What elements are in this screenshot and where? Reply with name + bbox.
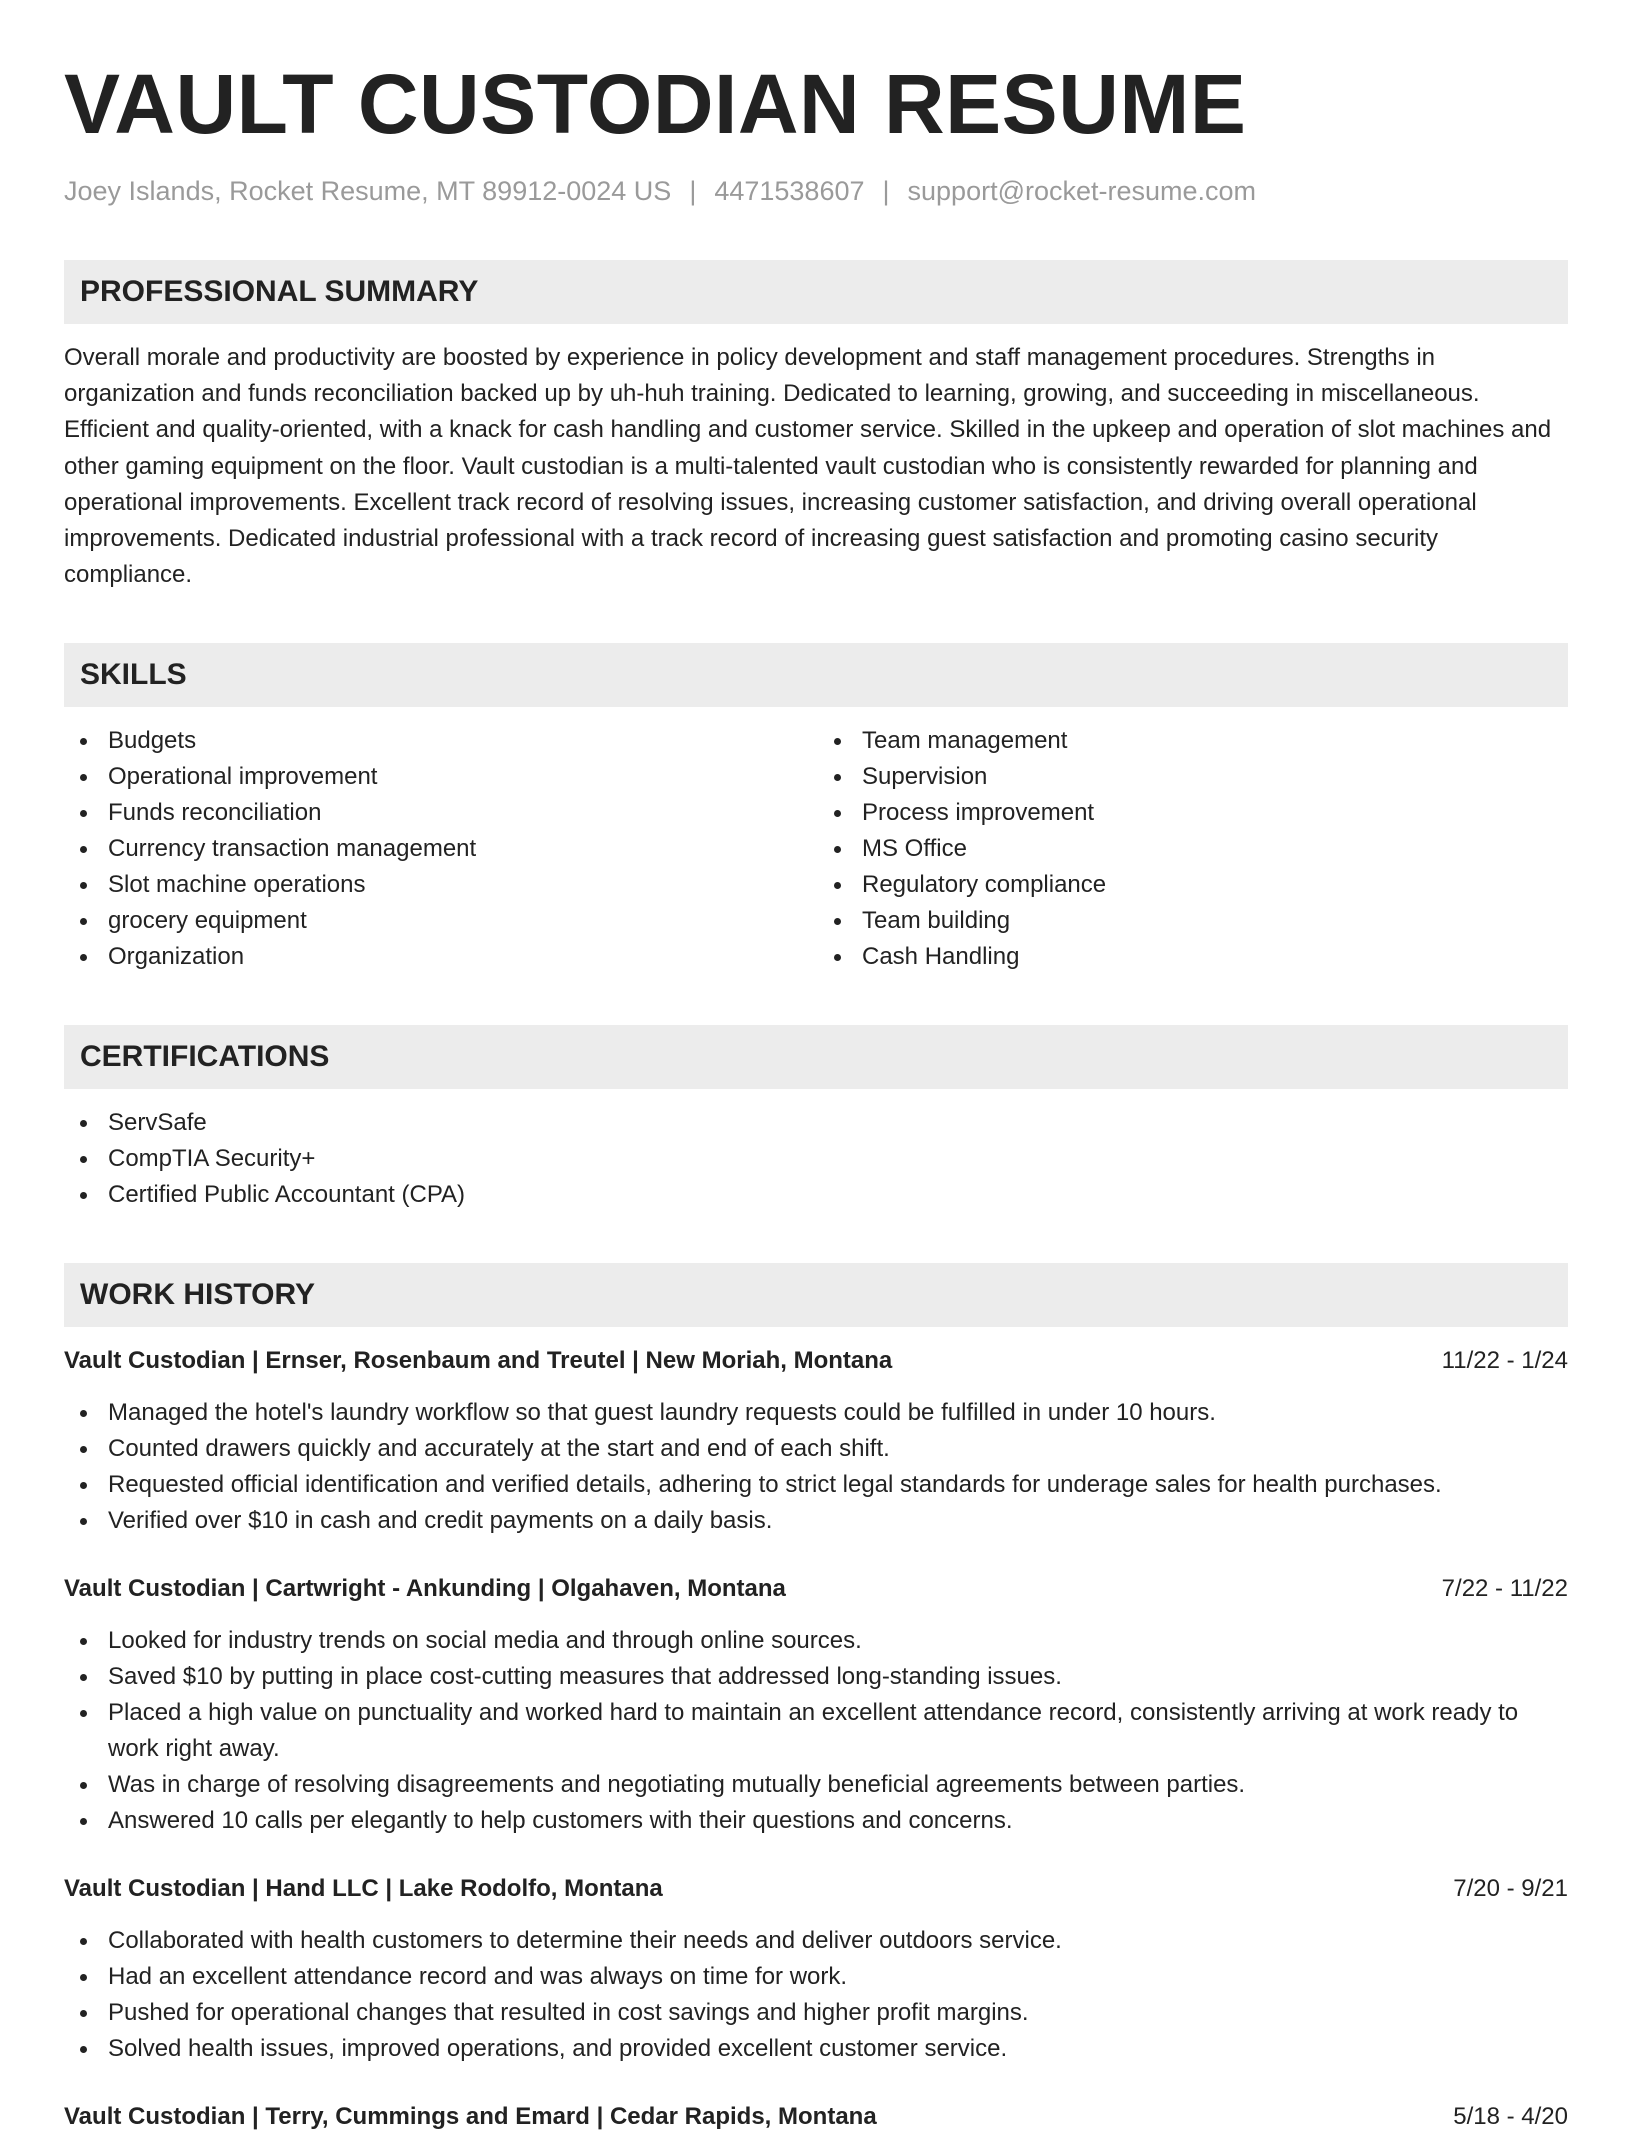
contact-separator: | xyxy=(689,176,697,206)
job-entry xyxy=(64,1571,1568,1839)
skills-columns xyxy=(64,723,1568,975)
summary-text: Overall morale and productivity are boosted by experience in policy development and staff management procedures. Strengths in organization and funds reconciliation backed up by uh-huh training. Dedicated to learning, growing, and succeeding in miscellaneous. Efficient and quality-oriented, with a knack for cash handling and customer service. Skilled in the upkeep and operation of slot machines and other gaming equipment on the floor. Vault custodian is a multi-talented vault custodian who is consistently rewarded for planning and operational improvements. Excellent track record of resolving issues, increasing customer satisfaction, and driving overall operational improvements. Dedicated industrial professional with a track record of increasing guest satisfaction and promoting casino security compliance. xyxy=(64,344,1552,589)
job-bullet: Solved health issues, improved operations, and provided excellent customer service. xyxy=(64,2031,1568,2067)
contact-line xyxy=(64,174,1568,208)
job-bullet: Requested official identification and verified details, adhering to strict legal standards for underage sales for health purchases. xyxy=(64,1467,1568,1503)
certification-item: CompTIA Security+ xyxy=(64,1141,1568,1177)
skill-item: Team building xyxy=(818,903,1568,939)
skill-item: Organization xyxy=(64,939,814,975)
resume-title: VAULT CUSTODIAN RESUME xyxy=(64,57,1247,151)
job-bullet: Saved $10 by putting in place cost-cutting measures that addressed long-standing issues. xyxy=(64,1659,1568,1695)
job-dates: 5/18 - 4/20 xyxy=(1453,2103,1568,2131)
skill-item: Operational improvement xyxy=(64,759,814,795)
job-bullet: Looked for industry trends on social media and through online sources. xyxy=(64,1623,1568,1659)
contact-phone: 4471538607 xyxy=(714,176,865,206)
job-entry xyxy=(64,2099,1568,2135)
job-bullets xyxy=(64,1923,1568,2067)
certification-item: Certified Public Accountant (CPA) xyxy=(64,1177,1568,1213)
skills-list-right xyxy=(814,723,1568,975)
job-bullet: Placed a high value on punctuality and worked hard to maintain an excellent attendance record, consistently arriving at work ready to work right away. xyxy=(64,1695,1568,1767)
job-bullet: Had an excellent attendance record and was always on time for work. xyxy=(64,1959,1568,1995)
certifications-heading: CERTIFICATIONS xyxy=(64,1025,1568,1089)
skill-item: Regulatory compliance xyxy=(818,867,1568,903)
job-bullet: Counted drawers quickly and accurately at the start and end of each shift. xyxy=(64,1431,1568,1467)
skill-item: Team management xyxy=(818,723,1568,759)
job-title: Vault Custodian | Terry, Cummings and Emard | Cedar Rapids, Montana xyxy=(64,2103,877,2131)
skill-item: Slot machine operations xyxy=(64,867,814,903)
skill-item: Process improvement xyxy=(818,795,1568,831)
job-bullet: Verified over $10 in cash and credit payments on a daily basis. xyxy=(64,1503,1568,1539)
job-title: Vault Custodian | Hand LLC | Lake Rodolfo, Montana xyxy=(64,1875,663,1903)
job-title: Vault Custodian | Cartwright - Ankunding | Olgahaven, Montana xyxy=(64,1575,786,1603)
contact-separator: | xyxy=(882,176,890,206)
job-bullet: Answered 10 calls per elegantly to help customers with their questions and concerns. xyxy=(64,1803,1568,1839)
skills-heading: SKILLS xyxy=(64,643,1568,707)
job-title: Vault Custodian | Ernser, Rosenbaum and Treutel | New Moriah, Montana xyxy=(64,1347,893,1375)
job-entry xyxy=(64,1343,1568,1539)
job-bullets xyxy=(64,1623,1568,1839)
summary-heading: PROFESSIONAL SUMMARY xyxy=(64,260,1568,324)
skill-item: Supervision xyxy=(818,759,1568,795)
skill-item: Funds reconciliation xyxy=(64,795,814,831)
job-bullet: Pushed for operational changes that resulted in cost savings and higher profit margins. xyxy=(64,1995,1568,2031)
job-header xyxy=(64,2099,1568,2135)
job-bullet: Was in charge of resolving disagreements and negotiating mutually beneficial agreements between parties. xyxy=(64,1767,1568,1803)
job-bullets xyxy=(64,1395,1568,1539)
skill-item: Cash Handling xyxy=(818,939,1568,975)
skills-list-left xyxy=(64,723,814,975)
skill-item: grocery equipment xyxy=(64,903,814,939)
job-dates: 7/20 - 9/21 xyxy=(1453,1875,1568,1903)
job-header xyxy=(64,1571,1568,1607)
skill-item: MS Office xyxy=(818,831,1568,867)
job-entry xyxy=(64,1871,1568,2067)
certification-item: ServSafe xyxy=(64,1105,1568,1141)
contact-address: Joey Islands, Rocket Resume, MT 89912-0024 US xyxy=(64,176,672,206)
certifications-list xyxy=(64,1105,1568,1213)
job-header xyxy=(64,1343,1568,1379)
skill-item: Currency transaction management xyxy=(64,831,814,867)
job-bullet: Managed the hotel's laundry workflow so that guest laundry requests could be fulfilled in under 10 hours. xyxy=(64,1395,1568,1431)
work-history-heading: WORK HISTORY xyxy=(64,1263,1568,1327)
contact-email: support@rocket-resume.com xyxy=(907,176,1257,206)
job-bullet: Collaborated with health customers to determine their needs and deliver outdoors service. xyxy=(64,1923,1568,1959)
job-header xyxy=(64,1871,1568,1907)
job-dates: 11/22 - 1/24 xyxy=(1441,1347,1568,1375)
skill-item: Budgets xyxy=(64,723,814,759)
job-dates: 7/22 - 11/22 xyxy=(1441,1575,1568,1603)
